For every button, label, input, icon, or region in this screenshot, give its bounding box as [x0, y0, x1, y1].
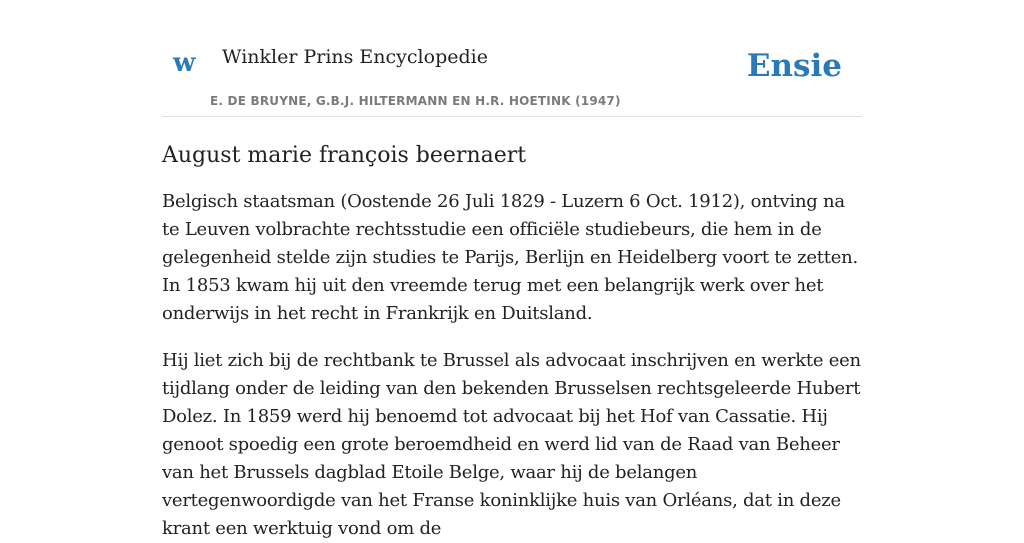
article-paragraph: Hij liet zich bij de rechtbank te Brussel als advocaat inschrijven en werkte een tijdlang onder de leiding van den bekenden Brusselsen rechtsgeleerde Hubert Dolez. In 1859 werd hij benoemd tot advocaat bij het Hof van Cassatie. Hij genoot spoedig een grote beroemdheid en werd lid van de Raad van Beheer van het Brussels dagblad Etoile Belge, waar hij de belangen vertegenwoordigde van het Franse koninklijke huis van Orléans, dat in deze krant een werktuig vond om de — [162, 349, 861, 539]
ensie-logo[interactable]: Ensie — [746, 48, 842, 84]
publication-logo-icon[interactable]: w — [173, 48, 196, 78]
publication-title[interactable]: Winkler Prins Encyclopedie — [222, 46, 488, 68]
article-title: August marie françois beernaert — [162, 143, 527, 168]
article-paragraph: Belgisch staatsman (Oostende 26 Juli 1829 - Luzern 6 Oct. 1912), ontving na te Leuven volbrachte rechtsstudie een officiële studiebeurs, die hem in de gelegenheid stelde zijn studies te Parijs, Berlijn en Heidelberg voort te zetten. In 1853 kwam hij uit den vreemde terug met een belangrijk werk over het onderwijs in het recht in Frankrijk en Duitsland. — [162, 190, 858, 324]
publication-authors: E. DE BRUYNE, G.B.J. HILTERMANN EN H.R. HOETINK (1947) — [210, 94, 621, 108]
publication-header — [162, 0, 862, 117]
article-body — [162, 188, 862, 543]
content-container — [162, 0, 862, 543]
